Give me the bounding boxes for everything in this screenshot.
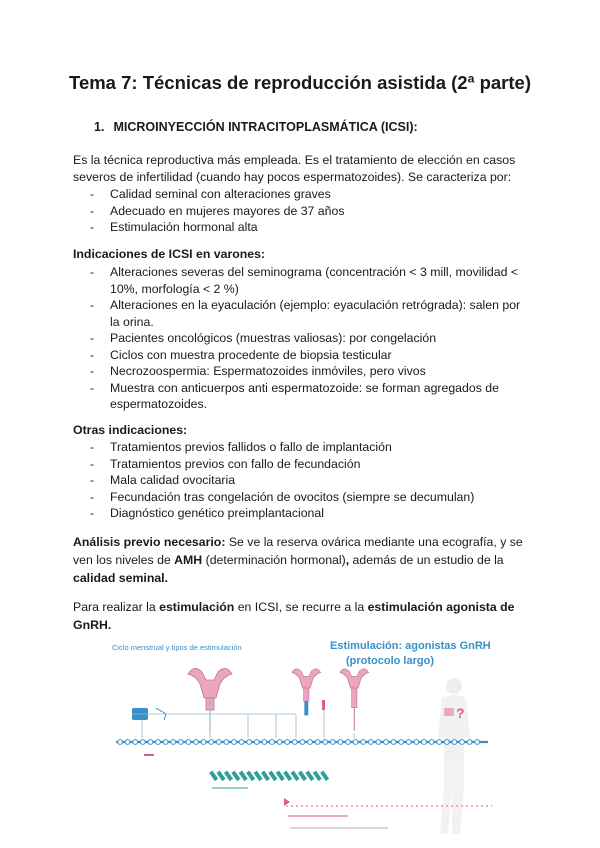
amh-term: AMH: [174, 553, 203, 567]
section-heading: [94, 120, 418, 134]
features-list: [73, 186, 525, 236]
list-item: - Tratamientos previos con fallo de fecundación: [90, 456, 361, 471]
list-item: - Diagnóstico genético preimplantacional: [90, 506, 324, 520]
timeline-day-dot: [209, 740, 214, 745]
timeline-day-dot: [376, 740, 381, 745]
timeline-day-dot: [247, 740, 252, 745]
timeline-day-dot: [437, 740, 442, 745]
timeline-day-dot: [285, 740, 290, 745]
injection-mark: [305, 771, 314, 781]
timeline-day-dot: [194, 740, 199, 745]
stimulation-paragraph: Para realizar la estimulación en ICSI, se recurre a la estimulación agonista de GnRH.: [73, 600, 515, 632]
timeline-day-dot: [384, 740, 389, 745]
timeline-day-dot: [391, 740, 396, 745]
timeline-day-dot: [277, 740, 282, 745]
timeline-day-dot: [224, 740, 229, 745]
timeline-day-dot: [133, 740, 138, 745]
timeline-day-dot: [361, 740, 366, 745]
injection-mark: [298, 771, 307, 781]
timeline-day-dot: [163, 740, 168, 745]
injection-mark: [224, 771, 233, 781]
injection-mark: [320, 771, 329, 781]
timeline-day-dot: [308, 740, 313, 745]
embryo-icon: [444, 708, 454, 716]
timeline-day-dot: [406, 740, 411, 745]
timeline-day-dot: [452, 740, 457, 745]
timeline-day-dot: [292, 740, 297, 745]
list-item: - Pacientes oncológicos (muestras valiosas): por congelación: [90, 331, 437, 345]
timeline-day-dot: [232, 740, 237, 745]
injection-mark: [283, 771, 292, 781]
intro-paragraph: Es la técnica reproductiva más empleada. Es el tratamiento de elección en casos severos de infertilidad (cuando hay pocos espermatozoides). Se caracteriza por:: [73, 153, 516, 184]
seminal-quality-term: calidad seminal.: [73, 571, 169, 585]
injection-mark: [291, 771, 300, 781]
timeline-day-dot: [414, 740, 419, 745]
list-item: - Ciclos con muestra procedente de biopsia testicular: [90, 347, 392, 362]
woman-silhouette-icon: [438, 678, 470, 834]
timeline-day-dot: [201, 740, 206, 745]
timeline-day-dot: [140, 740, 145, 745]
list-item: - Mala calidad ovocitaria: [90, 473, 236, 487]
list-item: - Muestra con anticuerpos anti espermatozoide: se forman agregados de espermatozoides.: [90, 380, 499, 411]
timeline-day-dot: [323, 740, 328, 745]
list-item: - Alteraciones en la eyaculación (ejemplo: eyaculación retrógrada): salen por la orina.: [90, 298, 521, 329]
timeline-day-dot: [125, 740, 130, 745]
timeline-day-dot: [118, 740, 123, 745]
timeline-day-dot: [330, 740, 335, 745]
timeline-day-dot: [171, 740, 176, 745]
timeline-day-dot: [429, 740, 434, 745]
stimulation-figure: [108, 638, 498, 838]
injection-mark: [217, 771, 226, 781]
figure-right-title-2: (protocolo largo): [346, 655, 434, 667]
injection-series: [209, 771, 329, 781]
list-item: - Necrozoospermia: Espermatozoides inmóviles, pero vivos: [90, 364, 426, 378]
timeline-day-dot: [315, 740, 320, 745]
timeline-day-dot: [475, 740, 480, 745]
timeline-day-dot: [254, 740, 259, 745]
syringe-icon: [322, 700, 325, 710]
uterus-icon: [340, 669, 369, 731]
timeline-day-dot: [186, 740, 191, 745]
injection-mark: [276, 771, 285, 781]
analysis-paragraph: Análisis previo necesario: Se ve la reserva ovárica mediante una ecografía, y se ven los niveles de AMH (determinación hormonal), además de un estudio de la calidad seminal.: [73, 535, 523, 585]
list-item: - Calidad seminal con alteraciones graves: [90, 187, 331, 201]
injection-mark: [261, 771, 270, 781]
timeline-day-dot: [262, 740, 267, 745]
timeline-day-dot: [444, 740, 449, 745]
list-item: - Alteraciones severas del seminograma (concentración < 3 mill, movilidad < 10%, morfología < 2 %): [90, 265, 519, 296]
list-item: - Estimulación hormonal alta: [90, 220, 258, 234]
section-heading-text: MICROINYECCIÓN INTRACITOPLASMÁTICA (ICSI):: [113, 120, 418, 134]
menstruation-markers: [144, 754, 154, 756]
injection-mark: [239, 771, 248, 781]
male-indications-heading: Indicaciones de ICSI en varones:: [73, 247, 266, 261]
question-mark: ?: [456, 705, 465, 721]
figure-left-title: Ciclo menstrual y tipos de estimulación: [112, 643, 242, 652]
injection-mark: [246, 771, 255, 781]
timeline-day-dot: [460, 740, 465, 745]
list-item: - Tratamientos previos fallidos o fallo de implantación: [90, 440, 392, 454]
timeline-day-dot: [338, 740, 343, 745]
list-item: - Fecundación tras congelación de ovocitos (siempre se decumulan): [90, 489, 475, 504]
uterus-icon: [292, 669, 321, 716]
page-title: Tema 7: Técnicas de reproducción asistida (2ª parte): [69, 72, 531, 93]
timeline-day-dot: [178, 740, 183, 745]
gnrh-agonist-term: estimulación agonista de GnRH.: [73, 600, 515, 632]
arrow-icon: [284, 798, 290, 806]
analysis-label: Análisis previo necesario:: [73, 535, 226, 549]
timeline-day-dot: [467, 740, 472, 745]
injection-mark: [231, 771, 240, 781]
timeline-day-dot: [300, 740, 305, 745]
injection-mark: [268, 771, 277, 781]
timeline-day-dot: [368, 740, 373, 745]
timeline-day-dot: [216, 740, 221, 745]
other-indications-list: [73, 439, 525, 522]
guide-lines: [132, 698, 354, 738]
list-item: - Adecuado en mujeres mayores de 37 años: [90, 203, 345, 218]
timeline-day-dot: [346, 740, 351, 745]
injection-mark: [254, 771, 263, 781]
section-number: 1.: [94, 120, 105, 134]
injection-mark: [209, 771, 218, 781]
timeline-day-dot: [239, 740, 244, 745]
timeline-day-dot: [399, 740, 404, 745]
timeline-day-dot: [353, 740, 358, 745]
timeline-day-dot: [422, 740, 427, 745]
male-indications-list: [73, 264, 525, 413]
timeline-day-dot: [270, 740, 275, 745]
injection-mark: [313, 771, 322, 781]
other-indications-heading: Otras indicaciones:: [73, 423, 188, 437]
timeline-day-dot: [156, 740, 161, 745]
figure-right-title-1: Estimulación: agonistas GnRH: [330, 640, 491, 652]
timeline-day-dot: [148, 740, 153, 745]
